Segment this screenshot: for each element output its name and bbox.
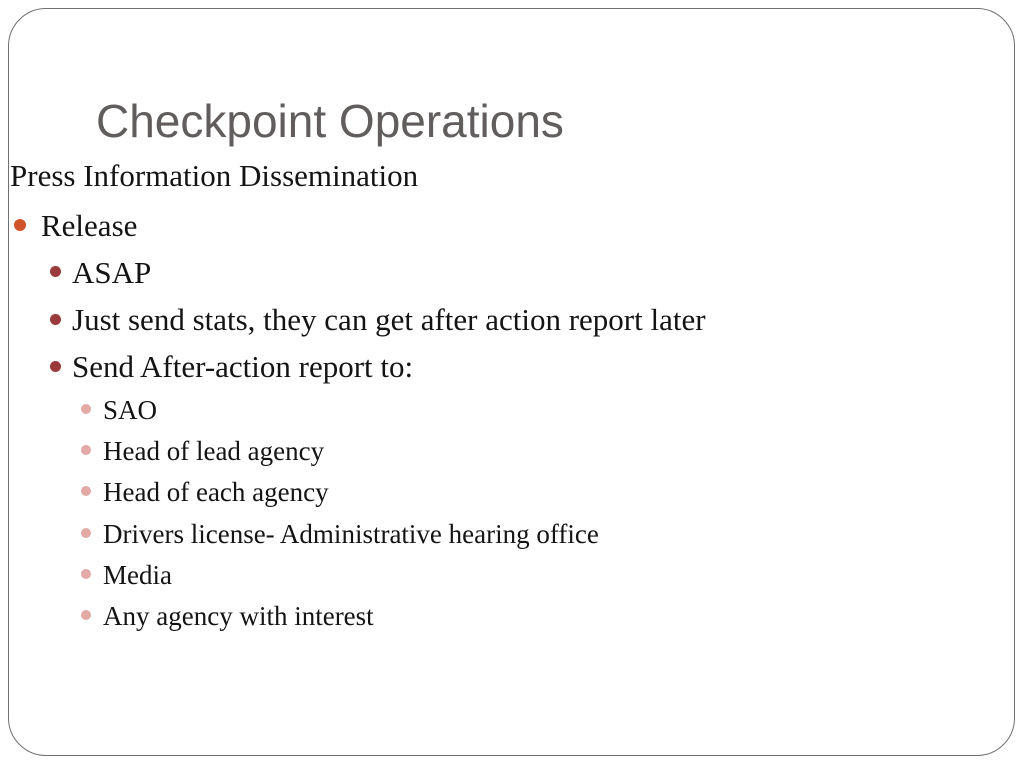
recipient-item: Head of each agency [103,477,329,507]
bullet-dot-icon [81,528,91,538]
bullet-dot-icon [81,486,91,496]
slide-subtitle: Press Information Dissemination [10,158,419,193]
bullet-dot-icon [50,314,61,325]
recipient-item: Head of lead agency [103,436,325,466]
bullet-dot-icon [81,445,91,455]
recipient-item: Media [103,560,172,590]
bullet-dot-icon [81,610,91,620]
recipient-item: SAO [103,395,158,425]
bullet-dot-icon [14,219,26,231]
bullet-dot-icon [81,404,91,414]
bullet-dot-icon [81,569,91,579]
recipient-item: Any agency with interest [103,601,374,631]
bullet-asap: ASAP [72,255,152,290]
recipient-item: Drivers license- Administrative hearing office [103,519,599,549]
slide-title: Checkpoint Operations [96,95,564,147]
bullet-release: Release [41,208,138,243]
bullet-just-send: Just send stats, they can get after action report later [72,302,706,337]
bullet-dot-icon [50,266,61,277]
bullet-send-report: Send After-action report to: [72,349,414,384]
bullet-dot-icon [50,361,61,372]
